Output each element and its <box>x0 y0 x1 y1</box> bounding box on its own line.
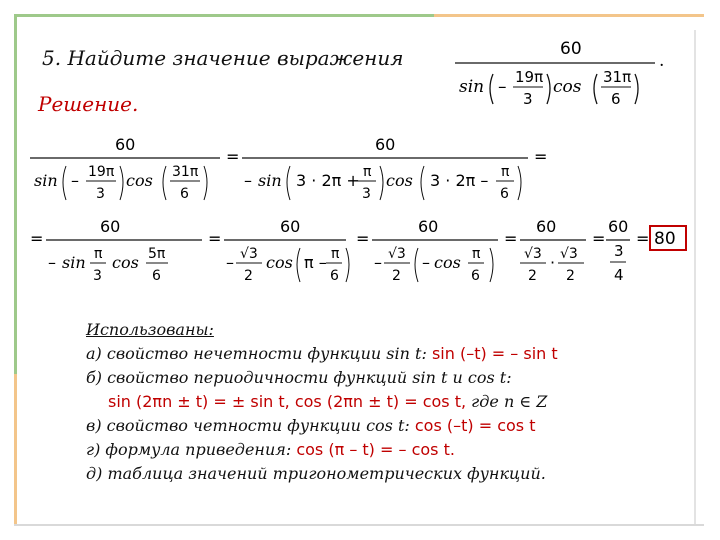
note-b-formulas: sin (2πn ± t) = ± sin t, cos (2πn ± t) = cos t, где n ∈ Z <box>108 392 548 411</box>
svg-text:2: 2 <box>528 268 537 284</box>
svg-text:–: – <box>226 253 234 272</box>
svg-text:cos: cos <box>266 253 293 272</box>
step2e-numerator: 60 <box>608 217 629 236</box>
step1-eq1: = <box>226 147 240 166</box>
svg-text:–: – <box>422 253 430 272</box>
task-expression <box>455 34 675 114</box>
svg-text:·: · <box>550 253 556 272</box>
svg-text:3 · 2π –: 3 · 2π – <box>430 171 489 190</box>
svg-text:π: π <box>472 246 481 262</box>
note-b: б) свойство периодичности функций sin t и cos t: <box>86 368 512 387</box>
svg-text:19π: 19π <box>88 164 115 180</box>
step1b-numerator: 60 <box>375 135 396 154</box>
svg-text:π: π <box>331 246 340 262</box>
svg-text:5π: 5π <box>148 246 166 262</box>
note-d-formula: cos (π – t) = – cos t. <box>296 440 455 459</box>
frame-right-border <box>694 30 696 524</box>
svg-text:3: 3 <box>96 186 105 202</box>
svg-text:6: 6 <box>180 186 189 202</box>
task-arg1-den: 3 <box>523 90 533 108</box>
step2-eq5: = <box>636 229 650 248</box>
svg-text:√3: √3 <box>240 246 258 262</box>
svg-text:sin: sin <box>258 171 282 190</box>
step2a-numerator: 60 <box>100 217 121 236</box>
step2e-den1: 3 <box>614 242 624 260</box>
svg-text:3: 3 <box>362 186 371 202</box>
svg-text:2: 2 <box>392 268 401 284</box>
step2d-numerator: 60 <box>536 217 557 236</box>
solution-line-1 <box>30 130 570 212</box>
svg-text:6: 6 <box>152 268 161 284</box>
step2-eq2: = <box>356 229 370 248</box>
step1-numerator: 60 <box>115 135 136 154</box>
task-number: 5. <box>42 46 62 70</box>
step2b-numerator: 60 <box>280 217 301 236</box>
notes-block <box>86 318 558 486</box>
svg-text:2: 2 <box>244 268 253 284</box>
svg-text:6: 6 <box>330 268 339 284</box>
note-c: в) свойство четности функции cos t: cos (–t) = cos t <box>86 416 536 435</box>
note-d: г) формула приведения: cos (π – t) = – cos t. <box>86 440 455 459</box>
frame-top-border <box>14 14 704 17</box>
svg-text:√3: √3 <box>524 246 542 262</box>
svg-text:cos: cos <box>112 253 139 272</box>
task-end: . <box>659 51 665 71</box>
task-statement <box>42 46 403 70</box>
task-sin: sin <box>459 77 485 97</box>
svg-text:6: 6 <box>471 268 480 284</box>
task-text: Найдите значение выражения <box>67 46 404 70</box>
svg-text:√3: √3 <box>560 246 578 262</box>
step2-eq0: = <box>30 229 44 248</box>
svg-text:3 · 2π +: 3 · 2π + <box>296 171 360 190</box>
note-c-formula: cos (–t) = cos t <box>414 416 536 435</box>
step2-eq3: = <box>504 229 518 248</box>
svg-text:6: 6 <box>500 186 509 202</box>
step1-eq2: = <box>534 147 548 166</box>
svg-text:cos: cos <box>434 253 461 272</box>
note-a-formula: sin (–t) = – sin t <box>431 344 558 363</box>
task-numerator: 60 <box>560 39 582 59</box>
task-arg2-den: 6 <box>611 90 621 108</box>
note-a: а) свойство нечетности функции sin t: sin (–t) = – sin t <box>86 344 558 363</box>
svg-text:π: π <box>94 246 103 262</box>
svg-text:–: – <box>374 253 382 272</box>
step2-eq4: = <box>592 229 606 248</box>
frame-left-border <box>14 14 17 524</box>
svg-text:–: – <box>71 171 79 190</box>
svg-text:π –: π – <box>304 253 327 272</box>
svg-text:3: 3 <box>93 268 102 284</box>
svg-text:–: – <box>48 253 56 272</box>
step2c-numerator: 60 <box>418 217 439 236</box>
solution-label: Решение. <box>38 92 139 116</box>
task-cos: cos <box>553 77 582 97</box>
svg-text:–: – <box>244 171 252 190</box>
svg-text:sin: sin <box>62 253 86 272</box>
step2-eq1: = <box>208 229 222 248</box>
svg-text:cos: cos <box>126 171 153 190</box>
frame-bottom-border <box>14 524 704 526</box>
svg-text:√3: √3 <box>388 246 406 262</box>
task-arg1-num: 19π <box>515 68 544 86</box>
answer-value: 80 <box>654 229 676 249</box>
step2e-den2: 4 <box>614 266 624 284</box>
note-e: д) таблица значений тригонометрических функций. <box>86 464 546 483</box>
svg-text:–: – <box>498 77 507 97</box>
notes-heading: Использованы: <box>86 320 214 339</box>
svg-text:31π: 31π <box>172 164 199 180</box>
svg-text:π: π <box>363 164 372 180</box>
task-arg2-num: 31π <box>603 68 632 86</box>
svg-text:π: π <box>501 164 510 180</box>
solution-line-2 <box>30 212 690 294</box>
svg-text:sin: sin <box>34 171 58 190</box>
svg-text:2: 2 <box>566 268 575 284</box>
svg-text:cos: cos <box>386 171 413 190</box>
